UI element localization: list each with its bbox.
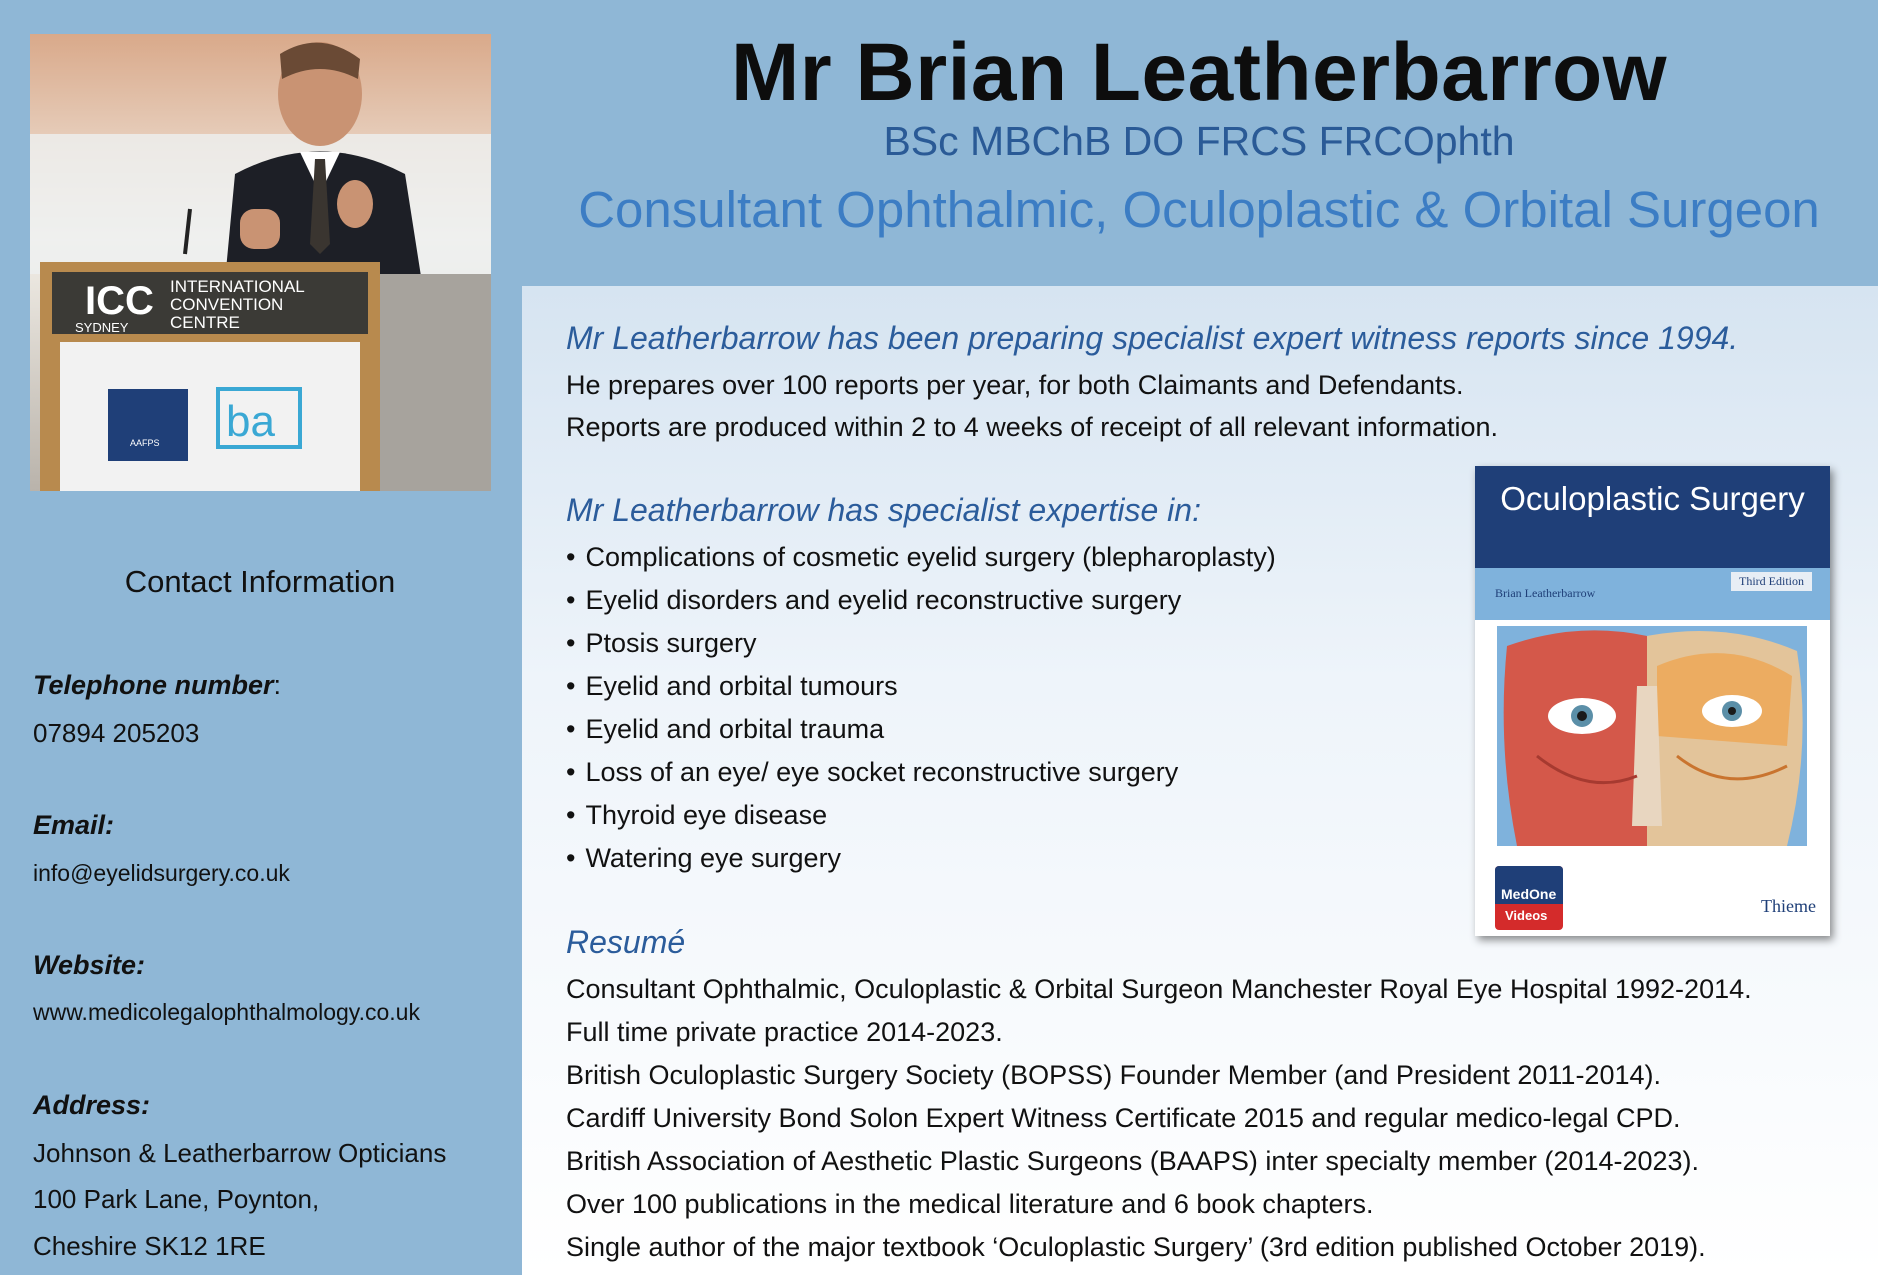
icc-logo: ICC — [85, 279, 154, 323]
website-value[interactable]: www.medicolegalophthalmology.co.uk — [33, 999, 420, 1025]
expertise-item: • Loss of an eye/ eye socket reconstructive surgery — [566, 757, 1178, 788]
intro-line: Reports are produced within 2 to 4 weeks of receipt of all relevant information. — [566, 412, 1498, 442]
resume-line: Cardiff University Bond Solon Expert Witness Certificate 2015 and regular medico-legal CPD. — [566, 1103, 1681, 1133]
podium-text-2: CONVENTION — [170, 295, 284, 314]
expertise-item: • Eyelid and orbital trauma — [566, 714, 884, 745]
expertise-item: • Watering eye surgery — [566, 843, 841, 874]
videos-label: Videos — [1505, 908, 1548, 923]
podium-text-1: INTERNATIONAL — [170, 277, 305, 296]
resume-line: Over 100 publications in the medical literature and 6 book chapters. — [566, 1189, 1374, 1219]
publisher-logo: Thieme — [1761, 896, 1816, 916]
address-line: Johnson & Leatherbarrow Opticians — [33, 1138, 447, 1168]
podium-city: SYDNEY — [75, 320, 129, 335]
podium-text-3: CENTRE — [170, 313, 240, 332]
medone-label: MedOne — [1501, 886, 1557, 902]
resume-line: Single author of the major textbook ‘Oculoplastic Surgery’ (3rd edition published October 2019). — [566, 1232, 1706, 1262]
website-label: Website: — [33, 950, 146, 980]
book-cover — [1475, 466, 1830, 936]
address-label: Address: — [33, 1090, 151, 1120]
left-column — [0, 0, 520, 1275]
expertise-item: • Complications of cosmetic eyelid surgery (blepharoplasty) — [566, 542, 1276, 573]
address-line: Cheshire SK12 1RE — [33, 1231, 266, 1261]
book-edition: Third Edition — [1731, 572, 1812, 591]
book-author: Brian Leatherbarrow — [1495, 586, 1596, 600]
address-line: 100 Park Lane, Poynton, — [33, 1184, 320, 1214]
expertise-item: • Ptosis surgery — [566, 628, 757, 659]
speaker-photo — [30, 34, 491, 491]
anatomy-illustration — [1497, 626, 1807, 846]
email-label: Email: — [33, 810, 115, 840]
resume-heading: Resumé — [566, 924, 686, 960]
resume-line: Full time private practice 2014-2023. — [566, 1017, 1003, 1047]
intro-line: He prepares over 100 reports per year, for both Claimants and Defendants. — [566, 370, 1464, 400]
aafps-label: AAFPS — [130, 438, 160, 448]
resume-line: British Oculoplastic Surgery Society (BOPSS) Founder Member (and President 2011-2014). — [566, 1060, 1661, 1090]
expertise-item: • Thyroid eye disease — [566, 800, 827, 831]
intro-lead: Mr Leatherbarrow has been preparing specialist expert witness reports since 1994. — [566, 320, 1739, 356]
contact-heading: Contact Information — [124, 564, 396, 599]
resume-line: British Association of Aesthetic Plastic Surgeons (BAAPS) inter specialty member (2014-2023). — [566, 1146, 1700, 1176]
expertise-lead: Mr Leatherbarrow has specialist expertise in: — [566, 492, 1201, 528]
telephone-value: 07894 205203 — [33, 718, 200, 748]
medone-badge — [1495, 866, 1563, 930]
ba-logo: ba — [226, 397, 275, 446]
book-title: Oculoplastic Surgery — [1500, 480, 1805, 517]
resume-line: Consultant Ophthalmic, Oculoplastic & Orbital Surgeon Manchester Royal Eye Hospital 1992-2014. — [566, 974, 1752, 1004]
page-title: Mr Brian Leatherbarrow — [731, 27, 1667, 118]
telephone-label: Telephone number: — [33, 670, 282, 700]
email-value[interactable]: info@eyelidsurgery.co.uk — [33, 860, 290, 886]
qualifications: BSc MBChB DO FRCS FRCOphth — [883, 118, 1515, 164]
expertise-item: • Eyelid disorders and eyelid reconstructive surgery — [566, 585, 1181, 616]
job-title: Consultant Ophthalmic, Oculoplastic & Orbital Surgeon — [578, 181, 1820, 238]
expertise-item: • Eyelid and orbital tumours — [566, 671, 898, 702]
